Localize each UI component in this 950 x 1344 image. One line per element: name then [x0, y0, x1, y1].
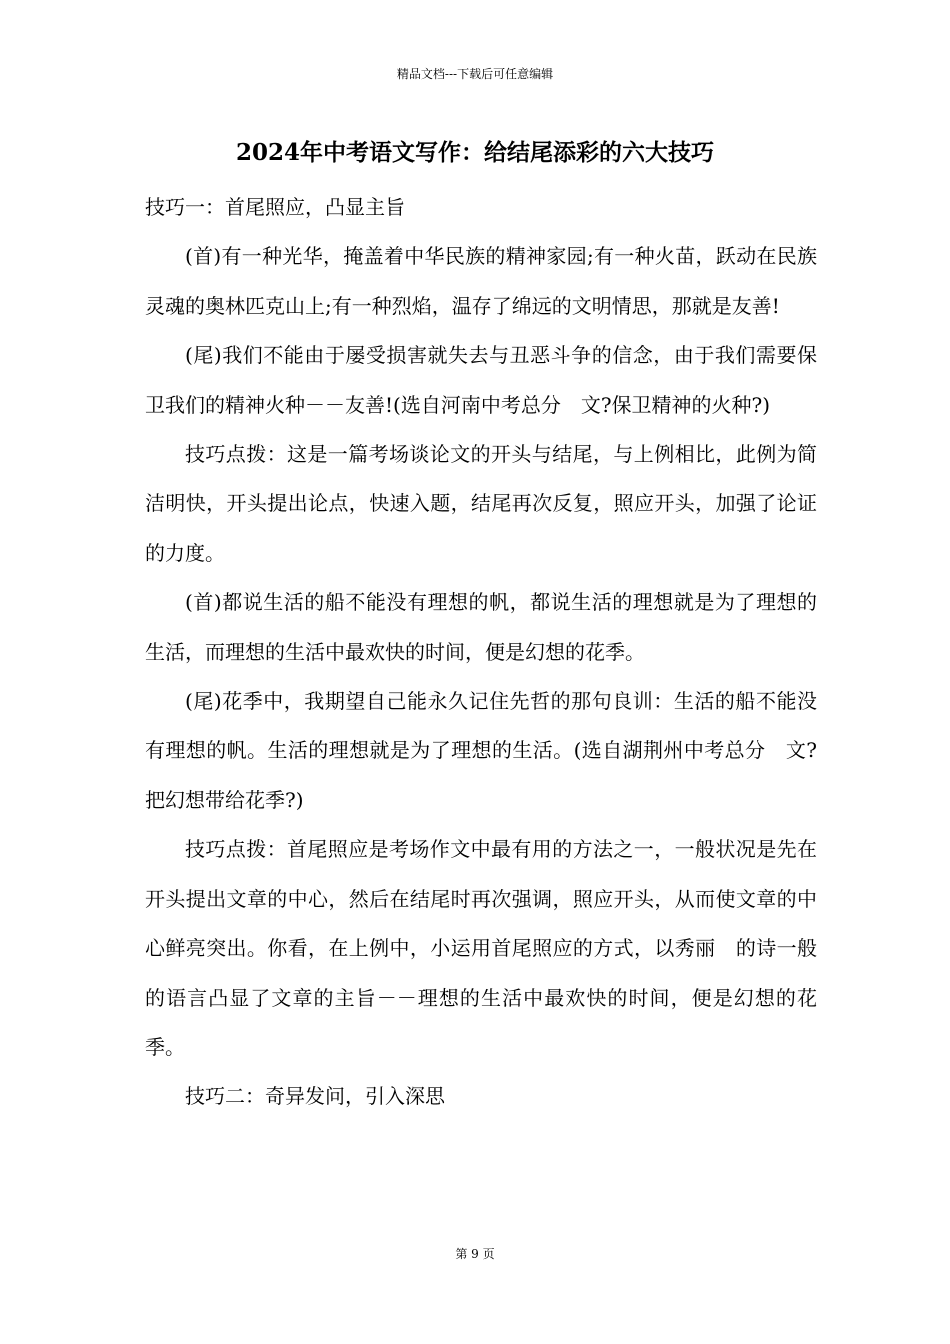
paragraph-example-1-ending: (尾)我们不能由于屡受损害就失去与丑恶斗争的信念，由于我们需要保卫我们的精神火种－－友善!(选自河南中考总分 文?保卫精神的火种?)	[145, 343, 817, 417]
page-number: 第 9 页	[455, 1247, 495, 1261]
page-header: 精品文档---下载后可任意编辑	[396, 67, 554, 81]
document-title: 2024年中考语文写作：给结尾添彩的六大技巧	[235, 139, 714, 166]
paragraph-example-2-ending: (尾)花季中，我期望自己能永久记住先哲的那句良训：生活的船不能没有理想的帆。生活的理想就是为了理想的生活。(选自湖荆州中考总分 文?把幻想带给花季?)	[145, 689, 817, 812]
section-heading-tip-one: 技巧一：首尾照应，凸显主旨	[145, 195, 405, 219]
paragraph-example-2-opening: (首)都说生活的船不能没有理想的帆，都说生活的理想就是为了理想的生活，而理想的生活中最欢快的时间，便是幻想的花季。	[145, 590, 817, 664]
paragraph-tip-analysis-2: 技巧点拨：首尾照应是考场作文中最有用的方法之一，一般状况是先在开头提出文章的中心，然后在结尾时再次强调，照应开头，从而使文章的中心鲜亮突出。你看，在上例中，小运用首尾照应的方式，以秀丽 的诗一般的语言凸显了文章的主旨－－理想的生活中最欢快的时间，便是幻想的花季。	[145, 837, 817, 1059]
section-heading-tip-two: 技巧二：奇异发问，引入深思	[185, 1084, 445, 1109]
paragraph-example-1-opening: (首)有一种光华，掩盖着中华民族的精神家园;有一种火苗，跃动在民族灵魂的奥林匹克山上;有一种烈焰，温存了绵远的文明情思，那就是友善!	[145, 244, 817, 318]
paragraph-tip-analysis-1: 技巧点拨：这是一篇考场谈论文的开头与结尾，与上例相比，此例为简洁明快，开头提出论点，快速入题，结尾再次反复，照应开头，加强了论证的力度。	[145, 442, 817, 565]
document-body	[145, 183, 817, 1122]
